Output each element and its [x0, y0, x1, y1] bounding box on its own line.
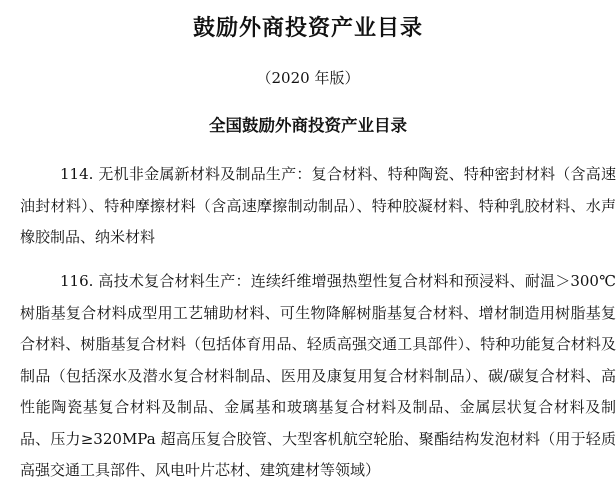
catalog-item-114: 114. 无机非金属新材料及制品生产：复合材料、特种陶瓷、特种密封材料（含高速油封材料）、特种摩擦材料（含高速摩擦制动制品）、特种胶凝材料、特种乳胶材料、水声橡胶制品、纳米材料	[20, 165, 616, 246]
document-title: 鼓励外商投资产业目录	[192, 15, 423, 41]
section-heading: 全国鼓励外商投资产业目录	[209, 116, 407, 135]
edition-label: （2020 年版）	[256, 69, 360, 87]
catalog-item-116: 116. 高技术复合材料生产：连续纤维增强热塑性复合材料和预浸料、耐温＞300℃树脂基复合材料成型用工艺辅助材料、可生物降解树脂基复合材料、增材制造用树脂基复合材料、树脂基复合材料（包括体育用品、轻质高强交通工具部件）、特种功能复合材料及制品（包括深水及潜水复合材料制品、医用及康复用复合材料制品）、碳/碳复合材料、高性能陶瓷基复合材料及制品、金属基和玻璃基复合材料及制品、金属层状复合材料及制品、压力≥320MPa 超高压复合胶管、大型客机航空轮胎、聚酯结构发泡材料（用于轻质高强交通工具部件、风电叶片芯材、建筑建材等领域）	[20, 272, 616, 479]
